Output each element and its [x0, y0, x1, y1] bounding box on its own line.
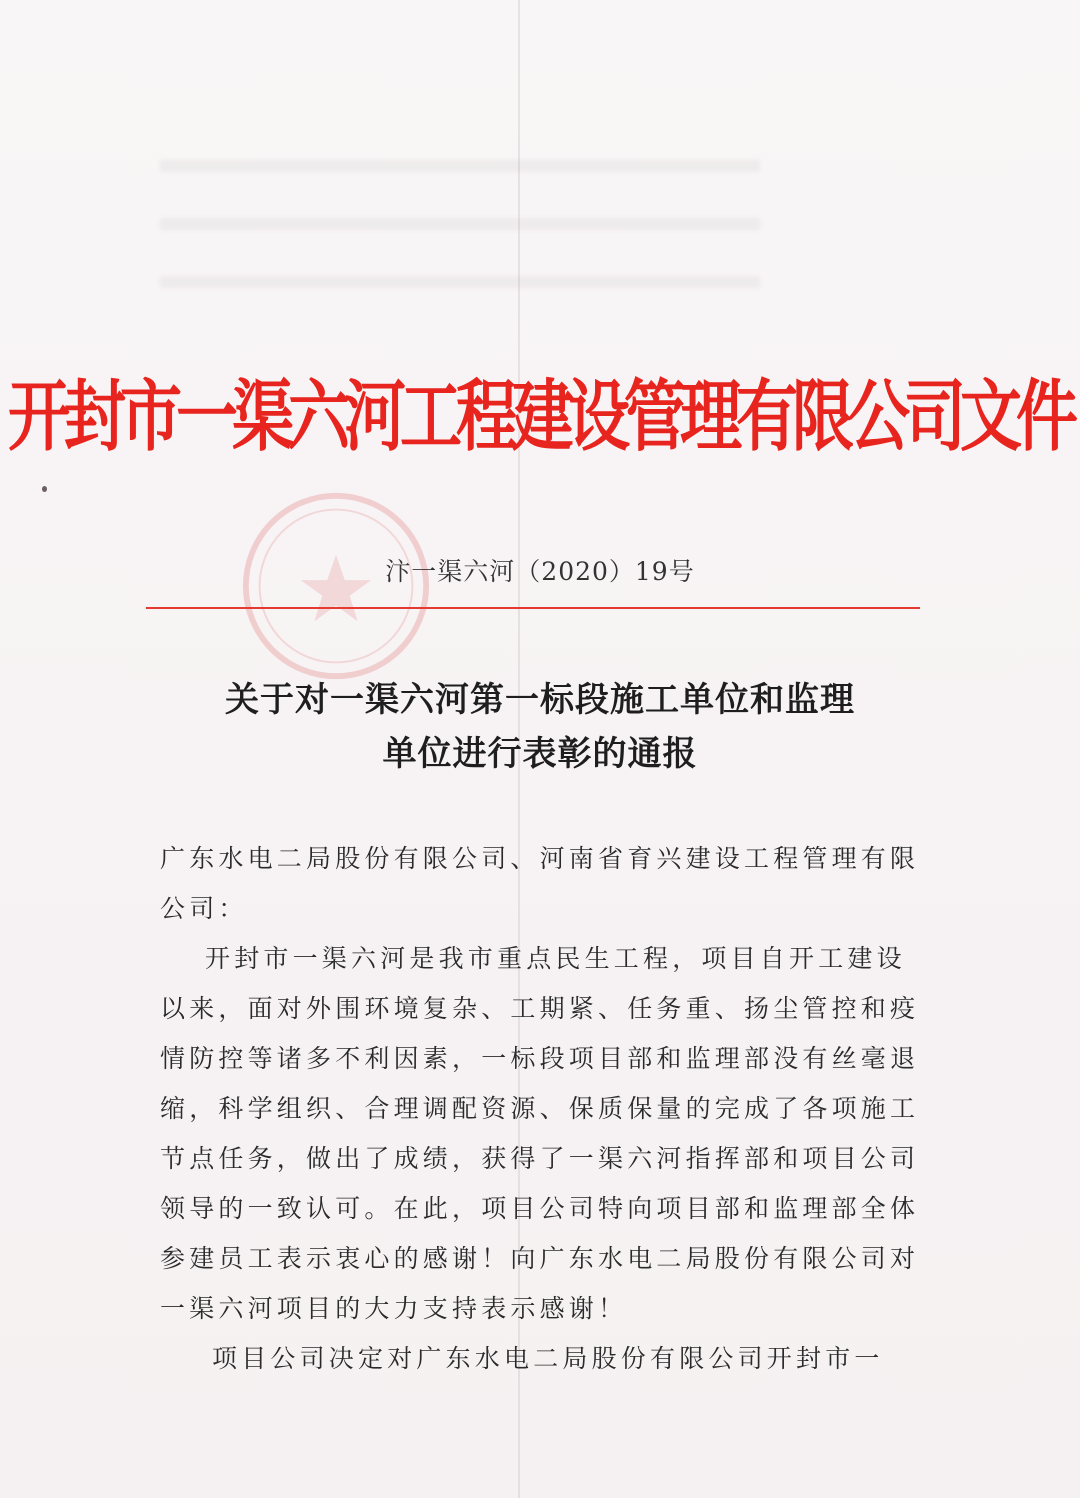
- masthead-title: 开封市一渠六河工程建设管理有限公司文件: [7, 370, 1072, 462]
- body-line: 开封市一渠六河是我市重点民生工程，项目自开工建设: [205, 944, 906, 973]
- body-line: 情防控等诸多不利因素，一标段项目部和监理部没有丝毫退: [160, 1044, 920, 1073]
- notice-title-line-1: 关于对一渠六河第一标段施工单位和监理: [225, 680, 855, 720]
- body-line: 项目公司决定对广东水电二局股份有限公司开封市一: [212, 1344, 884, 1373]
- body-line: 缩，科学组织、合理调配资源、保质保量的完成了各项施工: [160, 1094, 920, 1123]
- paper-speck: [42, 486, 47, 492]
- body-line: 以来，面对外围环境复杂、工期紧、任务重、扬尘管控和疫: [160, 994, 920, 1023]
- body-line: 一渠六河项目的大力支持表示感谢！: [160, 1294, 628, 1323]
- notice-title-line-2: 单位进行表彰的通报: [382, 734, 698, 774]
- red-divider-line: [146, 607, 920, 609]
- document-number: 汴一渠六河（2020）19号: [385, 557, 695, 586]
- bleed-through-text: [160, 140, 760, 300]
- body-line: 参建员工表示衷心的感谢！向广东水电二局股份有限公司对: [160, 1244, 920, 1273]
- body-line: 广东水电二局股份有限公司、河南省育兴建设工程管理有限: [160, 844, 920, 873]
- body-line: 领导的一致认可。在此，项目公司特向项目部和监理部全体: [160, 1194, 920, 1223]
- body-line: 公司：: [160, 894, 248, 923]
- body-line: 节点任务，做出了成绩，获得了一渠六河指挥部和项目公司: [160, 1144, 920, 1173]
